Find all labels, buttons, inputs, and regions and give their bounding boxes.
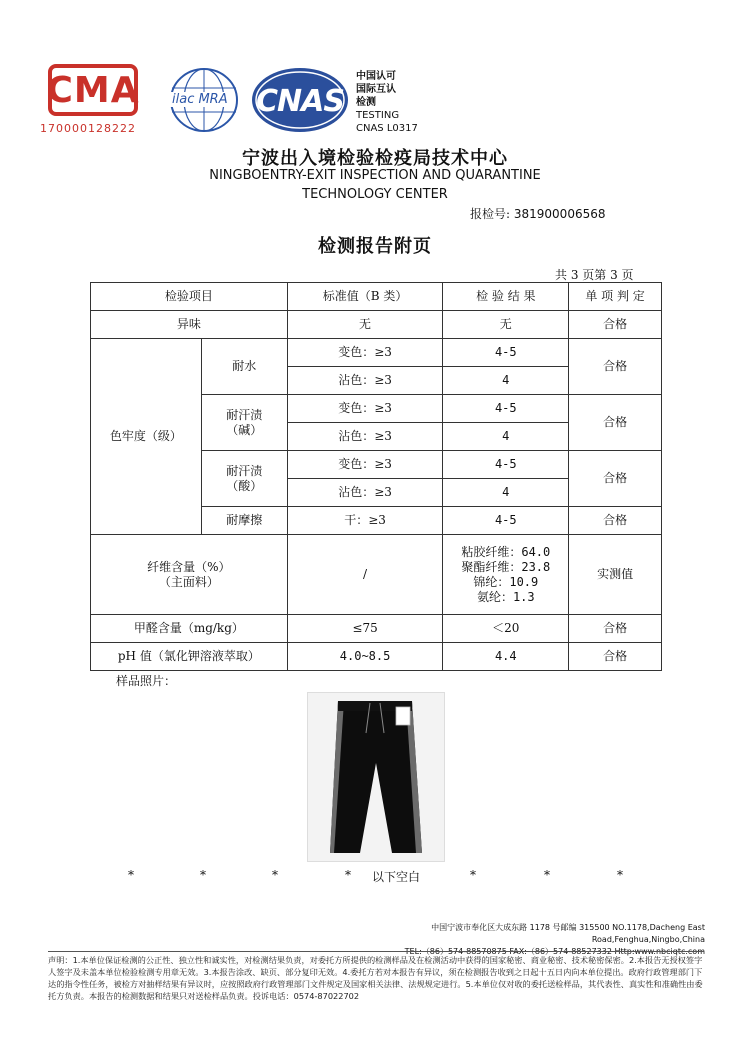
ph-item: pH 值（氯化钾溶液萃取） <box>91 643 288 671</box>
table-row-odor <box>91 311 662 339</box>
cma-mark: CMA <box>48 64 138 116</box>
rubbing-std: 干：≥3 <box>287 507 443 535</box>
sweat-alk-label <box>201 395 287 451</box>
table-row-ph <box>91 643 662 671</box>
fiber-result-nylon: 锦纶：10.9 <box>473 574 539 589</box>
sweat-alk-verdict: 合格 <box>569 395 662 451</box>
colorfast-label: 色牢度（级） <box>91 339 202 535</box>
fiber-results <box>443 535 569 615</box>
sweat-alk-stain-res: 4 <box>443 423 569 451</box>
fiber-label-2: （主面料） <box>158 574 219 589</box>
odor-standard: 无 <box>287 311 443 339</box>
fiber-label-1: 纤维含量（%） <box>147 559 231 574</box>
sweat-acid-verdict: 合格 <box>569 451 662 507</box>
header-result: 检 验 结 果 <box>443 283 569 311</box>
ph-standard: 4.0~8.5 <box>287 643 443 671</box>
footer-address-line: 中国宁波市奉化区大成东路 1178 号邮编 315500 NO.1178,Dacheng East Road,Fenghua,Ningbo,China <box>431 923 705 944</box>
odor-item: 异味 <box>91 311 288 339</box>
page-count: 共 3 页第 3 页 <box>555 268 634 282</box>
org-name-en-line2: TECHNOLOGY CENTER <box>302 187 448 202</box>
star-mark: * <box>470 868 476 882</box>
footer-disclaimer: 声明：1.本单位保证检测的公正性、独立性和诚实性，对检测结果负责，对委托方所提供的检测样品及在检测活动中获得的国家秘密、商业秘密、技术秘密保密。2.本报告无授权签字人签字及未盖本单位检验检测专用章无效。3.本报告涂改、缺页、部分复印无效。4.委托方若对本报告有异议，须在检测报告收到之日起十五日内向本单位提出。政府行政管理部门下达的指令性任务，被检方对抽样结果有异议时，应按照政府行政管理部门文件规定及国家相关法律、法规规定进行。5.本单位仅对收的委托送检样品，其代表性、真实性和准确性由委托方负责。本报告的检测数据和结果只对送检样品负责。投诉电话：0574-87022702 <box>48 955 703 1001</box>
water-stain-std: 沾色：≥3 <box>287 367 443 395</box>
rubbing-label: 耐摩擦 <box>201 507 287 535</box>
water-change-res: 4-5 <box>443 339 569 367</box>
report-number-value: 381900006568 <box>513 207 606 221</box>
formaldehyde-item: 甲醛含量（mg/kg） <box>91 615 288 643</box>
ph-result: 4.4 <box>443 643 569 671</box>
star-mark: * <box>272 868 278 882</box>
water-label: 耐水 <box>201 339 287 395</box>
fiber-standard: / <box>287 535 443 615</box>
header-item: 检验项目 <box>91 283 288 311</box>
footer-contact-line: TEL:（86）574-88570875 FAX:（86）574-88527332 Http:www.nbciqtc.com <box>404 947 705 956</box>
star-mark: * <box>617 868 623 882</box>
formaldehyde-result: ＜20 <box>443 615 569 643</box>
star-mark: * <box>544 868 550 882</box>
ilac-mra-logo <box>168 66 240 134</box>
fiber-label <box>91 535 288 615</box>
report-number-label: 报检号: <box>470 207 511 221</box>
rubbing-res: 4-5 <box>443 507 569 535</box>
cnas-cn-2: 国际互认 <box>356 84 396 95</box>
sweat-acid-stain-res: 4 <box>443 479 569 507</box>
report-number <box>470 205 606 222</box>
odor-result: 无 <box>443 311 569 339</box>
star-mark: * <box>200 868 206 882</box>
cnas-logo <box>250 66 350 134</box>
sweat-acid-label-1: 耐汗渍 <box>226 463 263 478</box>
cnas-testing: TESTING <box>356 110 400 121</box>
ilac-text: ilac MRA <box>172 92 228 107</box>
table-row-water-change <box>91 339 662 367</box>
sweat-alk-label-2: （碱） <box>226 422 263 437</box>
water-change-std: 变色：≥3 <box>287 339 443 367</box>
formaldehyde-standard: ≤75 <box>287 615 443 643</box>
org-name-en-line1: NINGBOENTRY-EXIT INSPECTION AND QUARANTINE <box>209 168 541 183</box>
cnas-code: CNAS L0317 <box>356 123 418 134</box>
sweat-acid-label <box>201 451 287 507</box>
footer-divider <box>48 951 704 952</box>
star-mark: * <box>128 868 134 882</box>
cnas-cn-1: 中国认可 <box>356 71 396 82</box>
table-row-fiber <box>91 535 662 615</box>
fiber-result-polyester: 聚酯纤维：23.8 <box>461 559 551 574</box>
star-mark: * <box>345 868 351 882</box>
formaldehyde-verdict: 合格 <box>569 615 662 643</box>
page-title: 检测报告附页 <box>318 236 432 257</box>
fiber-result-spandex: 氨纶：1.3 <box>476 589 535 604</box>
sweat-acid-change-std: 变色：≥3 <box>287 451 443 479</box>
sweat-acid-change-res: 4-5 <box>443 451 569 479</box>
sweat-acid-label-2: （酸） <box>226 478 263 493</box>
cnas-caption <box>356 70 418 135</box>
org-name-en <box>0 166 750 204</box>
table-row-formaldehyde <box>91 615 662 643</box>
blank-text: 以下空白 <box>372 870 421 884</box>
table-header-row <box>91 283 662 311</box>
sweat-alk-change-res: 4-5 <box>443 395 569 423</box>
fiber-result-viscose: 粘胶纤维：64.0 <box>461 544 551 559</box>
sweat-alk-stain-std: 沾色：≥3 <box>287 423 443 451</box>
water-stain-res: 4 <box>443 367 569 395</box>
water-verdict: 合格 <box>569 339 662 395</box>
sweat-acid-stain-std: 沾色：≥3 <box>287 479 443 507</box>
ph-verdict: 合格 <box>569 643 662 671</box>
cma-number: 170000128222 <box>40 122 136 135</box>
footer-address <box>335 922 705 958</box>
odor-verdict: 合格 <box>569 311 662 339</box>
sweat-alk-change-std: 变色：≥3 <box>287 395 443 423</box>
header-standard: 标准值（B 类） <box>287 283 443 311</box>
cnas-text: CNAS <box>256 84 344 119</box>
sample-photo <box>307 692 445 862</box>
sample-photo-label: 样品照片： <box>116 674 177 688</box>
sweat-alk-label-1: 耐汗渍 <box>226 407 263 422</box>
cnas-cn-3: 检测 <box>356 97 376 108</box>
trousers-image <box>308 693 445 862</box>
fiber-verdict: 实测值 <box>569 535 662 615</box>
rubbing-verdict: 合格 <box>569 507 662 535</box>
cma-logo <box>40 64 150 135</box>
results-table <box>90 282 662 671</box>
org-name-cn: 宁波出入境检验检疫局技术中心 <box>242 148 508 169</box>
header-verdict: 单 项 判 定 <box>569 283 662 311</box>
